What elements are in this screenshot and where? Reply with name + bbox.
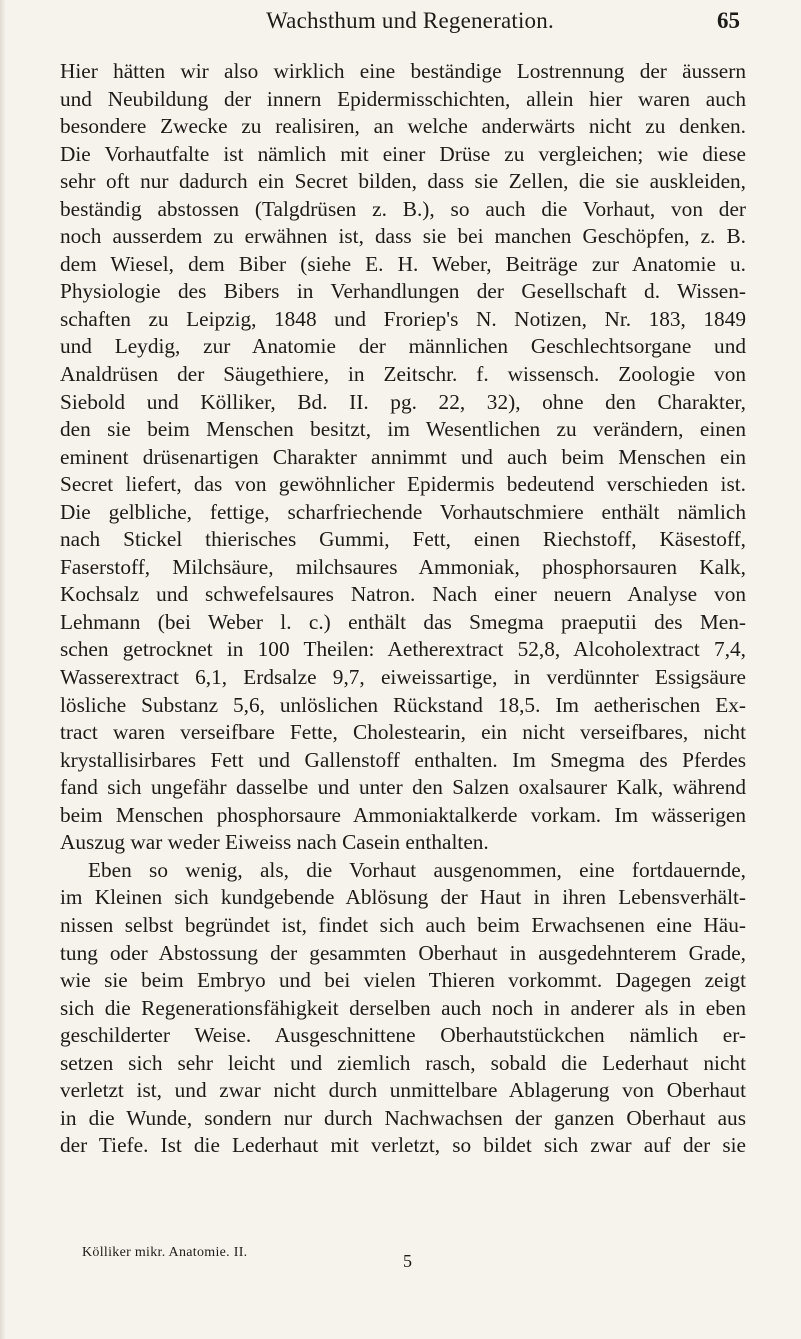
- text-line: Die gelbliche, fettige, scharfriechende Vorhautschmiere enthält nämlich: [60, 499, 746, 524]
- text-line: tung oder Abstossung der gesammten Oberhaut in ausgedehnterem Grade,: [60, 940, 746, 965]
- text-line: nissen selbst begründet ist, findet sich auch beim Erwachsenen eine Häu-: [60, 912, 746, 937]
- text-line: setzen sich sehr leicht und ziemlich rasch, sobald die Lederhaut nicht: [60, 1050, 746, 1075]
- running-title: Wachsthum und Regeneration.: [266, 8, 554, 33]
- text-line: krystallisirbares Fett und Gallenstoff enthalten. Im Smegma des Pferdes: [60, 747, 746, 772]
- text-line: fand sich ungefähr dasselbe und unter den Salzen oxalsaurer Kalk, während: [60, 775, 746, 800]
- text-line: der Tiefe. Ist die Lederhaut mit verletzt, so bildet sich zwar auf der sie: [60, 1133, 746, 1158]
- text-line: besondere Zwecke zu realisiren, an welche anderwärts nicht zu denken.: [60, 114, 746, 139]
- text-line: Siebold und Kölliker, Bd. II. pg. 22, 32), ohne den Charakter,: [60, 389, 746, 414]
- text-line: noch ausserdem zu erwähnen ist, dass sie bei manchen Geschöpfen, z. B.: [60, 224, 746, 249]
- text-line: Hier hätten wir also wirklich eine beständige Lostrennung der äussern: [60, 59, 746, 83]
- text-line: beim Menschen phosphorsaure Ammoniaktalkerde vorkam. Im wässerigen: [60, 802, 746, 827]
- text-line: Analdrüsen der Säugethiere, in Zeitschr. f. wissensch. Zoologie von: [60, 362, 746, 387]
- text-line: verletzt ist, und zwar nicht durch unmittelbare Ablagerung von Oberhaut: [60, 1078, 746, 1103]
- page-footer: [60, 1245, 746, 1285]
- text-line: schen getrocknet in 100 Theilen: Aetherextract 52,8, Alcoholextract 7,4,: [60, 637, 746, 662]
- text-line: Die Vorhautfalte ist nämlich mit einer Drüse zu vergleichen; wie diese: [60, 141, 746, 166]
- text-line: beständig abstossen (Talgdrüsen z. B.), so auch die Vorhaut, von der: [60, 196, 746, 221]
- text-line: in die Wunde, sondern nur durch Nachwachsen der ganzen Oberhaut aus: [60, 1105, 746, 1130]
- text-line: und Neubildung der innern Epidermisschichten, allein hier waren auch: [60, 86, 746, 111]
- text-line: tract waren verseifbare Fette, Cholestearin, ein nicht verseifbares, nicht: [60, 720, 746, 745]
- text-line: Secret liefert, das von gewöhnlicher Epidermis bedeutend verschieden ist.: [60, 472, 746, 497]
- text-line: Kochsalz und schwefelsaures Natron. Nach einer neuern Analyse von: [60, 582, 746, 607]
- text-line: Wasserextract 6,1, Erdsalze 9,7, eiweissartige, in verdünnter Essigsäure: [60, 665, 746, 690]
- text-line: wie sie beim Embryo und bei vielen Thieren vorkommt. Dagegen zeigt: [60, 968, 746, 993]
- sheet-number: 5: [403, 1251, 412, 1271]
- text-line: sich die Regenerationsfähigkeit derselben auch noch in anderer als in eben: [60, 995, 746, 1020]
- text-line: nach Stickel thierisches Gummi, Fett, einen Riechstoff, Käsestoff,: [60, 527, 746, 552]
- text-line: Auszug war weder Eiweiss nach Casein enthalten.: [60, 830, 489, 855]
- text-line: den sie beim Menschen besitzt, im Wesentlichen zu verändern, einen: [60, 417, 746, 442]
- body-text: [60, 58, 746, 1160]
- text-line: Faserstoff, Milchsäure, milchsaures Ammoniak, phosphorsauren Kalk,: [60, 554, 746, 579]
- text-line: dem Wiesel, dem Biber (siehe E. H. Weber, Beiträge zur Anatomie u.: [60, 251, 746, 276]
- text-line: und Leydig, zur Anatomie der männlichen Geschlechtsorgane und: [60, 334, 746, 359]
- printer-signature: Kölliker mikr. Anatomie. II.: [82, 1245, 248, 1260]
- text-line: im Kleinen sich kundgebende Ablösung der Haut in ihren Lebensverhält-: [60, 885, 746, 910]
- page-number: 65: [717, 8, 740, 33]
- running-head: [120, 8, 740, 38]
- text-line: geschilderter Weise. Ausgeschnittene Oberhautstückchen nämlich er-: [60, 1023, 746, 1048]
- text-line: schaften zu Leipzig, 1848 und Froriep's N. Notizen, Nr. 183, 1849: [60, 306, 746, 331]
- text-line: lösliche Substanz 5,6, unlöslichen Rückstand 18,5. Im aetherischen Ex-: [60, 692, 746, 717]
- text-line: Physiologie des Bibers in Verhandlungen der Gesellschaft d. Wissen-: [60, 279, 746, 304]
- text-line: Eben so wenig, als, die Vorhaut ausgenommen, eine fortdauernde,: [88, 857, 746, 882]
- text-line: sehr oft nur dadurch ein Secret bilden, dass sie Zellen, die sie auskleiden,: [60, 169, 746, 194]
- page-edge-shadow: [0, 0, 6, 1339]
- text-line: Lehmann (bei Weber l. c.) enthält das Smegma praeputii des Men-: [60, 609, 746, 634]
- text-line: eminent drüsenartigen Charakter annimmt und auch beim Menschen ein: [60, 444, 746, 469]
